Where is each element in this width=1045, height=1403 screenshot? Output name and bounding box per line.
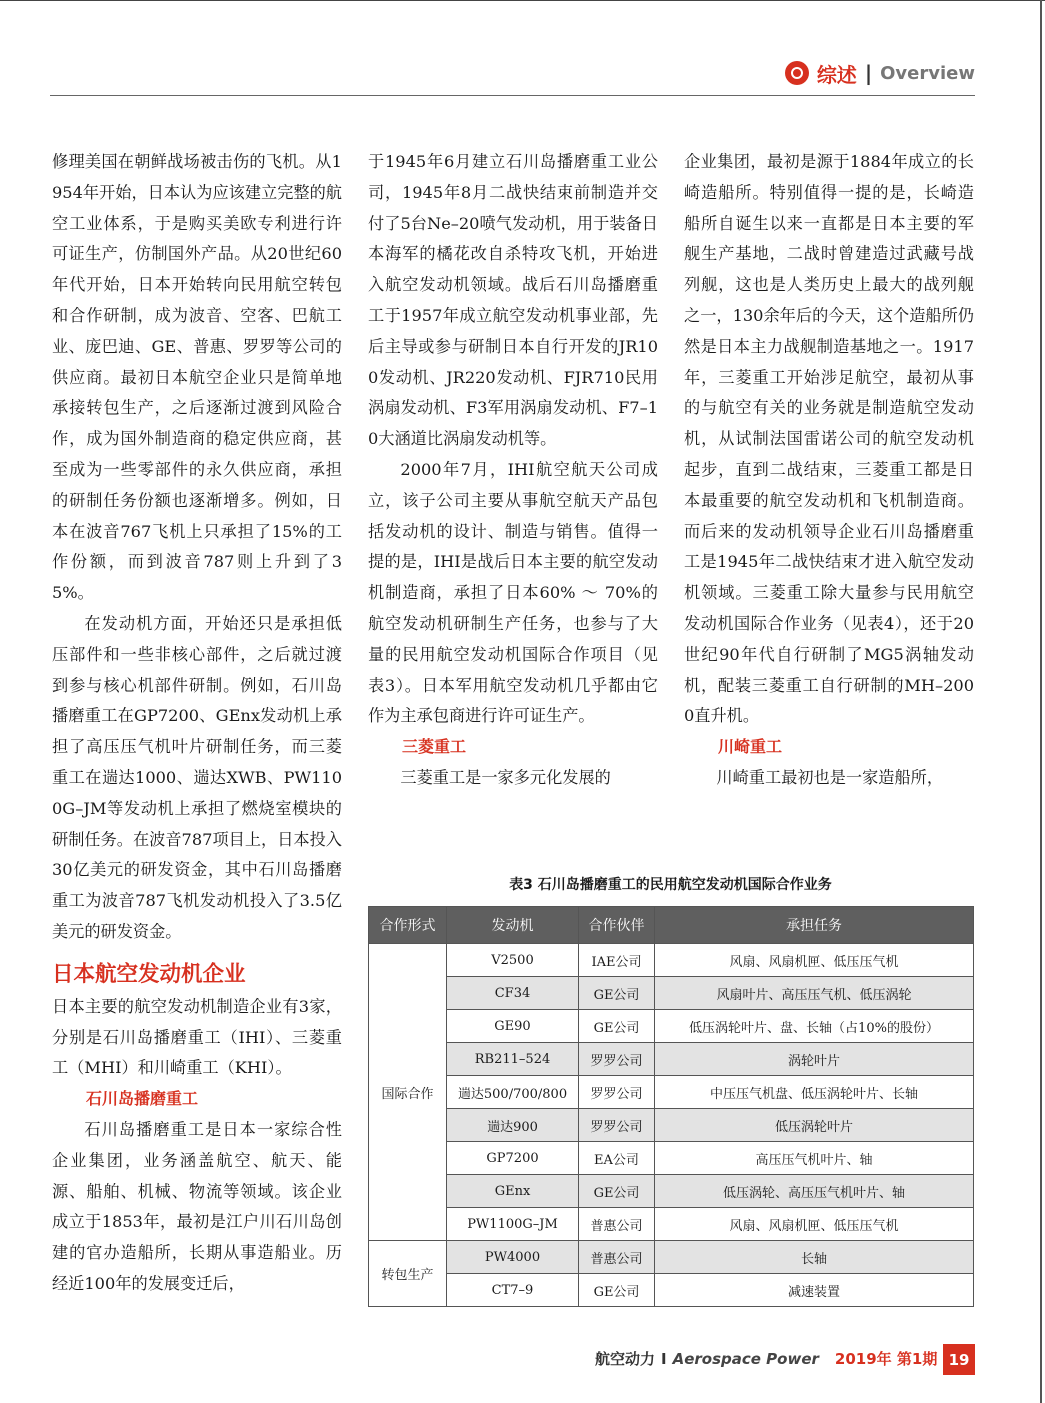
engine-cell: PW4000 bbox=[447, 1241, 579, 1274]
header-separator: | bbox=[864, 61, 873, 85]
task-cell: 低压涡轮、高压压气机叶片、轴 bbox=[655, 1175, 974, 1208]
journal-name-cn: 航空动力 bbox=[595, 1350, 656, 1368]
right-border bbox=[1040, 0, 1042, 1403]
cooperation-table bbox=[368, 906, 974, 1307]
partner-cell: EA公司 bbox=[579, 1142, 655, 1175]
engine-cell: GEnx bbox=[447, 1175, 579, 1208]
partner-cell: GE公司 bbox=[579, 1175, 655, 1208]
section-label-cn: 综述 bbox=[816, 62, 857, 87]
top-border bbox=[0, 0, 1045, 1]
page-header bbox=[785, 60, 975, 86]
group-cell: 国际合作 bbox=[369, 944, 447, 1241]
task-cell: 中压压气机盘、低压涡轮叶片、长轴 bbox=[655, 1076, 974, 1109]
task-cell: 涡轮叶片 bbox=[655, 1043, 974, 1076]
engine-cell: 遄达500/700/800 bbox=[447, 1076, 579, 1109]
paragraph: 日本主要的航空发动机制造企业有3家，分别是石川岛播磨重工（IHI）、三菱重工（MHI）和川崎重工（KHI）。 bbox=[52, 996, 342, 1078]
table-row bbox=[369, 977, 974, 1010]
engine-cell: PW1100G–JM bbox=[447, 1208, 579, 1241]
column-3 bbox=[684, 147, 974, 794]
partner-cell: 罗罗公司 bbox=[579, 1076, 655, 1109]
partner-cell: GE公司 bbox=[579, 1010, 655, 1043]
subheading-khi: 川崎重工 bbox=[718, 737, 783, 757]
engine-cell: V2500 bbox=[447, 944, 579, 977]
page-number: 19 bbox=[943, 1344, 975, 1375]
partner-cell: GE公司 bbox=[579, 1274, 655, 1307]
section-heading: 日本航空发动机企业 bbox=[52, 961, 246, 987]
column-header: 承担任务 bbox=[655, 907, 974, 944]
engine-cell: CF34 bbox=[447, 977, 579, 1010]
task-cell: 风扇、风扇机匣、低压压气机 bbox=[655, 1208, 974, 1241]
subheading-ihi: 石川岛播磨重工 bbox=[86, 1089, 199, 1109]
table-row bbox=[369, 1241, 974, 1274]
partner-cell: GE公司 bbox=[579, 977, 655, 1010]
partner-cell: 普惠公司 bbox=[579, 1241, 655, 1274]
table-row bbox=[369, 944, 974, 977]
engine-cell: 遄达900 bbox=[447, 1109, 579, 1142]
journal-emblem-icon bbox=[785, 61, 809, 85]
group-cell: 转包生产 bbox=[369, 1241, 447, 1307]
issue-label: 2019年 第1期 bbox=[834, 1350, 938, 1368]
paragraph: 企业集团，最初是源于1884年成立的长崎造船所。特别值得一提的是，长崎造船所自诞生以来一直都是日本主要的军舰生产基地，二战时曾建造过武藏号战列舰，这也是人类历史上最大的战列舰之一，130余年后的今天，这个造船所仍然是日本主力战舰制造基地之一。1917年，三菱重工开始涉足航空，最初从事的与航空有关的业务就是制造航空发动机，从试制法国雷诺公司的航空发动机起步，直到二战结束，三菱重工都是日本最重要的航空发动机和飞机制造商。而后来的发动机领导企业石川岛播磨重工是1945年二战快结束才进入航空发动机领域。三菱重工除大量参与民用航空发动机国际合作业务（见表4），还于20世纪90年代自行研制了MG5涡轴发动机，配装三菱重工自行研制的MH–2000直升机。 bbox=[684, 152, 974, 726]
table-row bbox=[369, 1043, 974, 1076]
task-cell: 低压涡轮叶片 bbox=[655, 1109, 974, 1142]
table-row bbox=[369, 1109, 974, 1142]
task-cell: 减速装置 bbox=[655, 1274, 974, 1307]
paragraph: 于1945年6月建立石川岛播磨重工业公司，1945年8月二战快结束前制造并交付了5台Ne–20喷气发动机，用于装备日本海军的橘花改自杀特攻飞机，开始进入航空发动机领域。战后石川岛播磨重工于1957年成立航空发动机事业部，先后主导或参与研制日本自行开发的JR100发动机、JR220发动机、FJR710民用涡扇发动机、F3军用涡扇发动机、F7–10大涵道比涡扇发动机等。 bbox=[368, 152, 658, 449]
partner-cell: IAE公司 bbox=[579, 944, 655, 977]
section-label-en: Overview bbox=[880, 62, 975, 84]
journal-name-en: Aerospace Power bbox=[672, 1349, 819, 1368]
footer-separator: I bbox=[661, 1349, 667, 1368]
table-row bbox=[369, 1010, 974, 1043]
partner-cell: 普惠公司 bbox=[579, 1208, 655, 1241]
header-rule bbox=[50, 95, 975, 96]
column-header: 合作形式 bbox=[369, 907, 447, 944]
paragraph: 修理美国在朝鲜战场被击伤的飞机。从1954年开始，日本认为应该建立完整的航空工业体系，于是购买美欧专利进行许可证生产，仿制国外产品。从20世纪60年代开始，日本开始转向民用航空转包和合作研制，成为波音、空客、巴航工业、庞巴迪、GE、普惠、罗罗等公司的供应商。最初日本航空企业只是简单地承接转包生产，之后逐渐过渡到风险合作，成为国外制造商的稳定供应商，甚至成为一些零部件的永久供应商，承担的研制任务份额也逐渐增多。例如，日本在波音767飞机上只承担了15%的工作份额，而到波音787则上升到了35%。 bbox=[52, 152, 342, 603]
paragraph: 川崎重工最初也是一家造船所， bbox=[716, 767, 944, 787]
column-1 bbox=[52, 147, 342, 1300]
table-title: 表3 石川岛播磨重工的民用航空发动机国际合作业务 bbox=[509, 877, 832, 893]
page-footer bbox=[595, 1348, 937, 1369]
subheading-mhi: 三菱重工 bbox=[402, 737, 467, 757]
table-row bbox=[369, 1175, 974, 1208]
task-cell: 风扇叶片、高压压气机、低压涡轮 bbox=[655, 977, 974, 1010]
paragraph: 在发动机方面，开始还只是承担低压部件和一些非核心部件，之后就过渡到参与核心机部件研制。例如，石川岛播磨重工在GP7200、GEnx发动机上承担了高压压气机叶片研制任务，而三菱重工在遄达1000、遄达XWB、PW1100G–JM等发动机上承担了燃烧室模块的研制任务。在波音787项目上，日本投入30亿美元的研发资金，其中石川岛播磨重工为波音787飞机发动机投入了3.5亿美元的研发资金。 bbox=[52, 613, 342, 941]
table-row bbox=[369, 1208, 974, 1241]
task-cell: 风扇、风扇机匣、低压压气机 bbox=[655, 944, 974, 977]
task-cell: 高压压气机叶片、轴 bbox=[655, 1142, 974, 1175]
table-header-row bbox=[369, 907, 974, 944]
paragraph: 三菱重工是一家多元化发展的 bbox=[400, 767, 611, 787]
task-cell: 低压涡轮叶片、盘、长轴（占10%的股份） bbox=[655, 1010, 974, 1043]
paragraph: 石川岛播磨重工是日本一家综合性企业集团，业务涵盖航空、航天、能源、船舶、机械、物流等领域。该企业成立于1853年，最初是江户川石川岛创建的官办造船所，长期从事造船业。历经近100年的发展变迁后， bbox=[52, 1119, 342, 1293]
partner-cell: 罗罗公司 bbox=[579, 1043, 655, 1076]
column-2 bbox=[368, 147, 658, 794]
table-row bbox=[369, 1076, 974, 1109]
engine-cell: CT7–9 bbox=[447, 1274, 579, 1307]
table-row bbox=[369, 1142, 974, 1175]
column-header: 发动机 bbox=[447, 907, 579, 944]
column-header: 合作伙伴 bbox=[579, 907, 655, 944]
engine-cell: GE90 bbox=[447, 1010, 579, 1043]
partner-cell: 罗罗公司 bbox=[579, 1109, 655, 1142]
engine-cell: RB211–524 bbox=[447, 1043, 579, 1076]
engine-cell: GP7200 bbox=[447, 1142, 579, 1175]
paragraph: 2000年7月，IHI航空航天公司成立，该子公司主要从事航空航天产品包括发动机的设计、制造与销售。值得一提的是，IHI是战后日本主要的航空发动机制造商，承担了日本60% ～ 70%的航空发动机研制生产任务，也参与了大量的民用航空发动机国际合作项目（见表3）。日本军用航空发动机几乎都由它作为主承包商进行许可证生产。 bbox=[368, 459, 658, 726]
table-row bbox=[369, 1274, 974, 1307]
task-cell: 长轴 bbox=[655, 1241, 974, 1274]
